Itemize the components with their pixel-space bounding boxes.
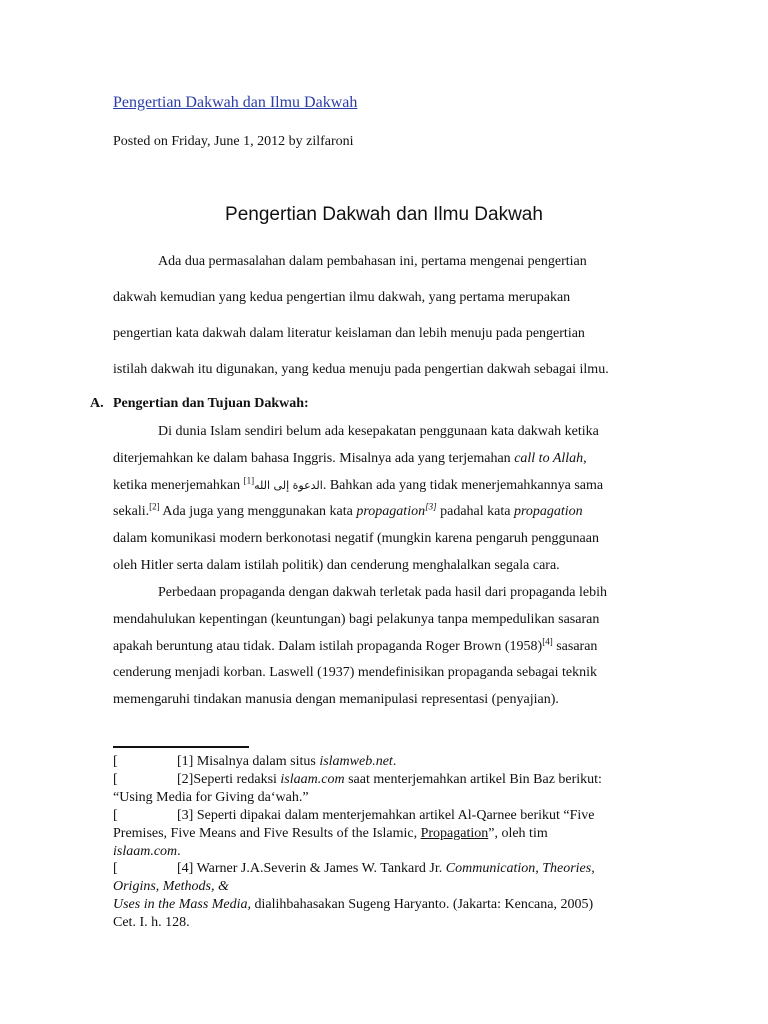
footnote-2 <box>113 771 653 807</box>
footnote-text: Premises, Five Means and Five Results of the Islamic, <box>113 826 421 841</box>
footnote-text: Seperti redaksi <box>193 772 281 787</box>
intro-paragraph <box>113 252 659 396</box>
footnote-line: Cet. I. h. 128. <box>113 915 190 930</box>
footnote-4 <box>113 860 653 932</box>
footnote-italic: Origins, Methods, & <box>113 879 229 894</box>
footnote-text: . <box>177 844 181 859</box>
footnote-text: . <box>392 754 397 769</box>
footnote-line <box>113 825 653 843</box>
p3-text: apakah beruntung atau tidak. Dalam istilah propaganda Roger Brown (1958) <box>113 638 543 654</box>
footnote-bracket: [ <box>113 754 118 769</box>
p2-text: Ada juga yang menggunakan kata <box>159 504 357 520</box>
footnote-text: ”, oleh tim <box>488 826 548 841</box>
p2-line: Di dunia Islam sendiri belum ada kesepakatan penggunaan kata dakwah ketika <box>158 424 599 439</box>
footnote-2-backlink[interactable]: [2] <box>177 772 194 787</box>
footnote-italic: Uses in the Mass Media, <box>113 897 252 912</box>
p2-line: oleh Hitler serta dalam istilah politik) dan cenderung menghalalkan segala cara. <box>113 557 560 573</box>
footnote-ref-3[interactable] <box>425 502 437 512</box>
footnote-italic: islaam.com <box>280 772 345 787</box>
footnote-1 <box>113 753 653 771</box>
paragraph-2 <box>113 422 659 583</box>
p2-italic: call to Allah <box>514 450 584 466</box>
footnote-line <box>113 878 653 896</box>
p3-text: sasaran <box>552 638 598 654</box>
footnote-italic: islaam.com <box>113 844 178 859</box>
p3-line: mendahulukan kepentingan (keuntungan) bagi pelakunya tanpa mempedulikan sasaran <box>113 611 600 627</box>
footnote-italic: Communication, Theories, <box>445 861 595 876</box>
footnote-line <box>113 896 653 914</box>
footnote-ref-1[interactable]: [1] <box>243 474 255 485</box>
footnote-underlined: Propagation <box>420 826 489 841</box>
p2-italic: propagation <box>356 504 426 520</box>
p2-line: dalam komunikasi modern berkonotasi negatif (mungkin karena pengaruh penggunaan <box>113 531 599 547</box>
intro-line: istilah dakwah itu digunakan, yang kedua menuju pada pengertian dakwah sebagai ilmu. <box>113 362 609 377</box>
footnote-text: Seperti dipakai dalam menterjemahkan artikel Al-Qarnee berikut “Five <box>193 808 595 823</box>
p2-text: . Bahkan ada yang tidak menerjemahkannya sama <box>322 477 604 493</box>
p3-line <box>113 637 659 664</box>
footnote-line <box>113 843 653 861</box>
paragraph-3 <box>113 583 659 717</box>
post-title-link[interactable]: Pengertian Dakwah dan Ilmu Dakwah <box>113 94 358 111</box>
intro-line: dakwah kemudian yang kedua pengertian ilmu dakwah, yang pertama merupakan <box>113 290 571 305</box>
footnote-3-backlink[interactable]: [3] <box>177 808 194 823</box>
p2-text: sekali. <box>113 504 150 520</box>
footnote-bracket: [ <box>113 772 118 787</box>
footnote-bracket: [ <box>113 808 118 823</box>
p2-line <box>113 476 659 503</box>
footnote-italic: islamweb.net <box>319 754 393 769</box>
intro-line: Ada dua permasalahan dalam pembahasan ini, pertama mengenai pengertian <box>158 254 587 269</box>
footnote-text: saat menterjemahkan artikel Bin Baz berikut: <box>344 772 602 787</box>
footnote-3 <box>113 807 653 861</box>
footnote-text: Warner J.A.Severin & James W. Tankard Jr. <box>193 861 446 876</box>
footnote-line: “Using Media for Giving da‘wah.” <box>113 790 309 805</box>
footnote-text: Misalnya dalam situs <box>193 754 320 769</box>
footnote-line <box>113 807 653 825</box>
arabic-text: الدعوة إلى الله <box>254 478 323 492</box>
p2-text: ketika menerjemahkan <box>113 477 244 493</box>
footnote-ref-3-label: [3] <box>425 501 437 512</box>
footnote-line <box>113 753 653 771</box>
footnote-4-backlink[interactable]: [4] <box>177 861 194 876</box>
footnote-bracket: [ <box>113 861 118 876</box>
p3-line: cenderung menjadi korban. Laswell (1937) mendefinisikan propaganda sebagai teknik <box>113 665 598 681</box>
p2-text: padahal kata <box>436 504 514 520</box>
p2-text: , <box>583 450 587 466</box>
document-heading: Pengertian Dakwah dan Ilmu Dakwah <box>225 204 543 225</box>
section-a-label: A. <box>90 396 104 411</box>
footnote-separator <box>113 746 249 748</box>
p2-text: diterjemahkan ke dalam bahasa Inggris. Misalnya ada yang terjemahan <box>113 450 515 466</box>
footnote-ref-4[interactable]: [4] <box>542 635 553 646</box>
p3-line: memengaruhi tindakan manusia dengan memanipulasi representasi (penyajian). <box>113 692 559 708</box>
p2-line <box>113 449 659 476</box>
footnote-line <box>113 860 653 878</box>
p2-italic: propagation <box>513 504 583 520</box>
footnote-text: dialihbahasakan Sugeng Haryanto. (Jakarta: Kencana, 2005) <box>251 897 594 912</box>
post-meta: Posted on Friday, June 1, 2012 by zilfaroni <box>113 134 354 149</box>
footnote-line <box>113 771 653 789</box>
section-a-title: Pengertian dan Tujuan Dakwah: <box>113 396 309 411</box>
intro-line: pengertian kata dakwah dalam literatur keislaman dan lebih menuju pada pengertian <box>113 326 585 341</box>
footnote-ref-2[interactable]: [2] <box>149 501 160 512</box>
footnote-1-backlink[interactable]: [1] <box>177 754 194 769</box>
p3-line: Perbedaan propaganda dengan dakwah terletak pada hasil dari propaganda lebih <box>158 585 607 600</box>
p2-line <box>113 502 659 529</box>
section-a-heading <box>90 396 309 412</box>
